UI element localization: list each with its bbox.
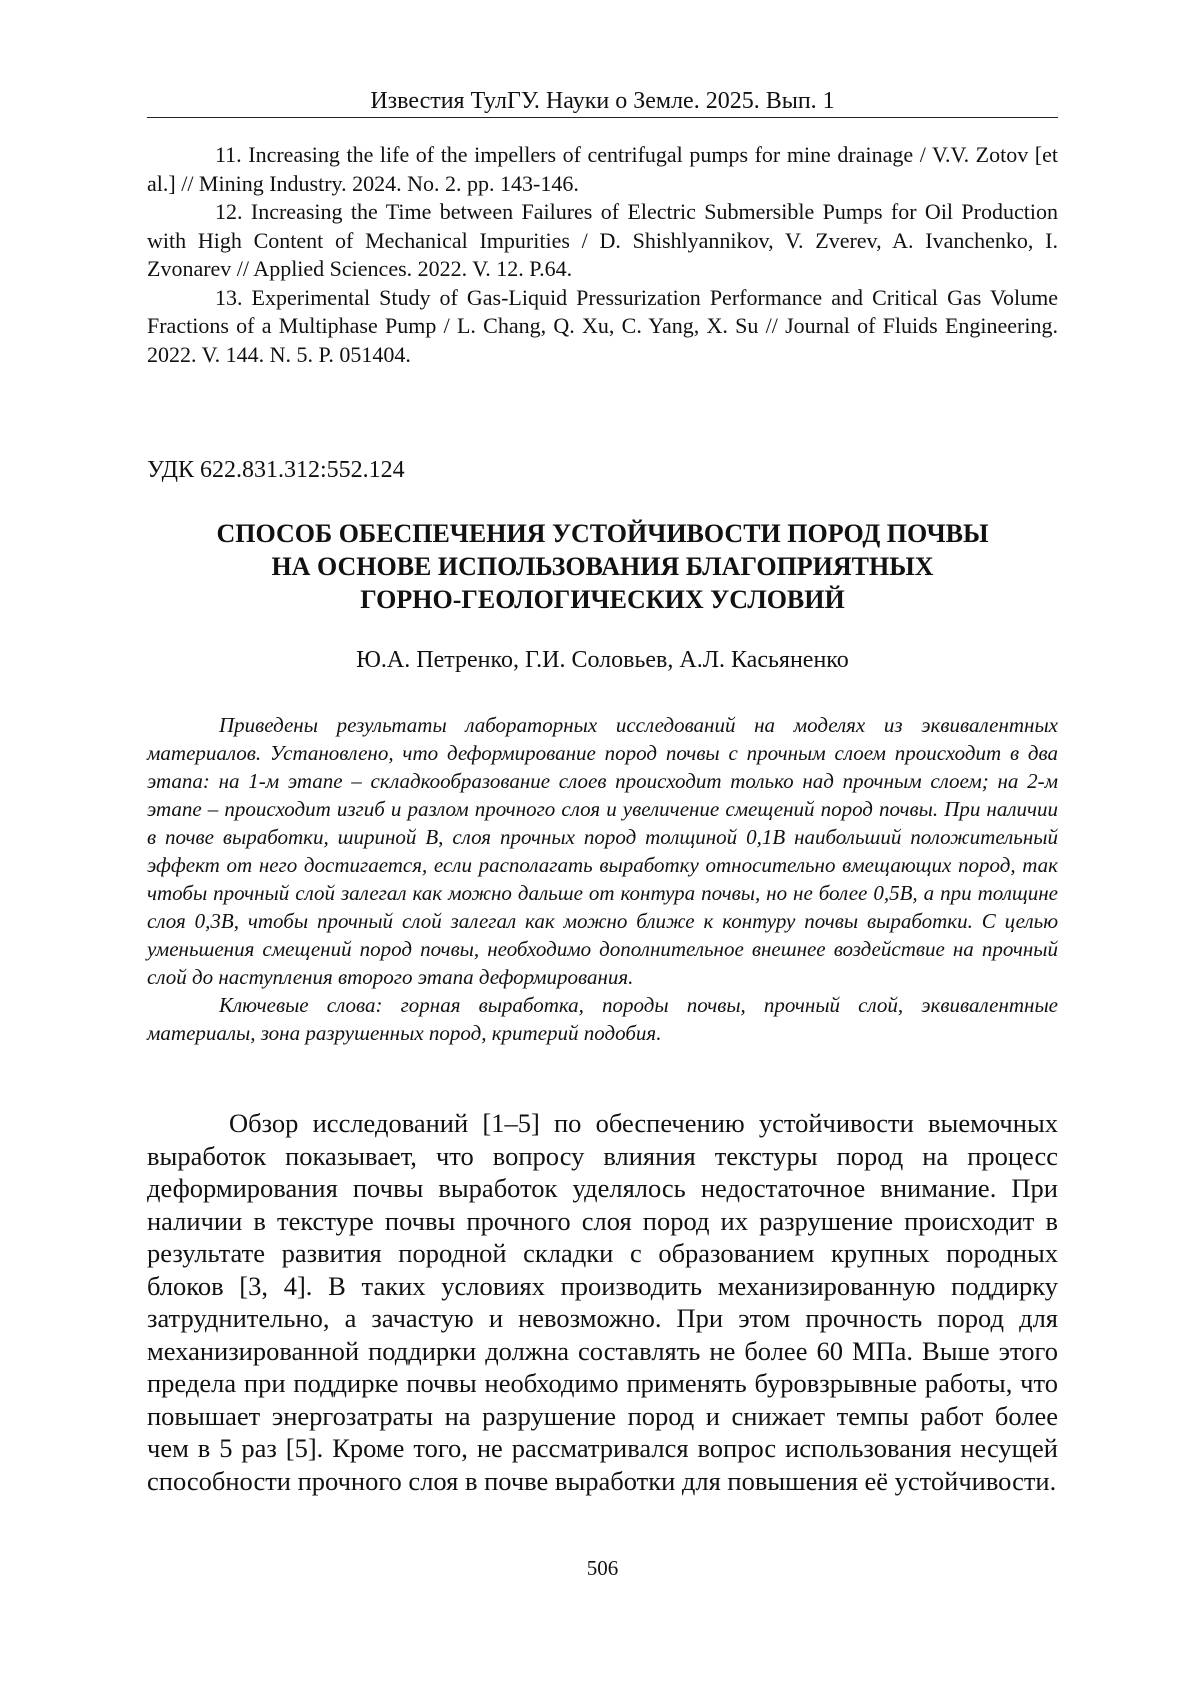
- abstract-text: Приведены результаты лабораторных исследований на моделях из эквивалентных материалов. Установлено, что деформирование пород почвы с прочным слоем происходит в два этапа: на 1-м этапе – складкообразование слоев происходит только над прочным слоем; на 2-м этапе – происходит изгиб и разлом прочного слоя и увеличение смещений пород почвы. При наличии в почве выработки, шириной B, слоя прочных пород толщиной 0,1B наибольший положительный эффект от него достигается, если располагать выработку относительно вмещающих пород, так чтобы прочный слой залегал как можно дальше от контура почвы, но не более 0,5B, а при толщине слоя 0,3B, чтобы прочный слой залегал как можно ближе к контуру почвы выработки. С целью уменьшения смещений пород почвы, необходимо дополнительное внешнее воздействие на прочный слой до наступления второго этапа деформирования.: [147, 713, 1058, 989]
- udk-code: УДК 622.831.312:552.124: [147, 457, 405, 483]
- page-number: 506: [586, 1556, 619, 1580]
- article-title: [147, 517, 1058, 616]
- article-title-line: ГОРНО-ГЕОЛОГИЧЕСКИХ УСЛОВИЙ: [360, 585, 845, 614]
- keywords-text: Ключевые слова: горная выработка, породы почвы, прочный слой, эквивалентные материалы, зона разрушенных пород, критерий подобия.: [147, 993, 1058, 1045]
- body-paragraph: Обзор исследований [1–5] по обеспечению устойчивости выемочных выработок показывает, что вопросу влияния текстуры пород на процесс деформирования почвы выработок уделялось недостаточное внимание. При наличии в текстуре почвы прочного слоя пород их разрушение происходит в результате развития породной складки с образованием крупных породных блоков [3, 4]. В таких условиях производить механизированную поддирку затруднительно, а зачастую и невозможно. При этом прочность пород для механизированной поддирки должна составлять не более 60 МПа. Выше этого предела при поддирке почвы необходимо применять буровзрывные работы, что повышает энергозатраты на разрушение пород и снижает темпы работ более чем в 5 раз [5]. Кроме того, не рассматривался вопрос использования несущей способности прочного слоя в почве выработки для повышения её устойчивости.: [147, 1108, 1058, 1496]
- reference-list: [147, 141, 1058, 369]
- abstract-block: [147, 711, 1058, 1047]
- reference-item-12: 12. Increasing the Time between Failures of Electric Submersible Pumps for Oil Production with High Content of Mechanical Impurities / D. Shishlyannikov, V. Zverev, A. Ivanchenko, I. Zvonarev // Applied Sciences. 2022. V. 12. P.64.: [147, 199, 1058, 281]
- reference-item-11: 11. Increasing the life of the impellers of centrifugal pumps for mine drainage / V.V. Zotov [et al.] // Mining Industry. 2024. No. 2. pp. 143-146.: [147, 142, 1058, 196]
- article-authors: Ю.А. Петренко, Г.И. Соловьев, А.Л. Касьяненко: [356, 647, 849, 673]
- article-title-line: НА ОСНОВЕ ИСПОЛЬЗОВАНИЯ БЛАГОПРИЯТНЫХ: [271, 552, 934, 581]
- reference-item-13: 13. Experimental Study of Gas-Liquid Pressurization Performance and Critical Gas Volume Fractions of a Multiphase Pump / L. Chang, Q. Xu, C. Yang, X. Su // Journal of Fluids Engineering. 2022. V. 144. N. 5. P. 051404.: [147, 284, 1058, 367]
- article-title-line: СПОСОБ ОБЕСПЕЧЕНИЯ УСТОЙЧИВОСТИ ПОРОД ПОЧВЫ: [216, 519, 989, 548]
- running-header: Известия ТулГУ. Науки о Земле. 2025. Вып. 1: [370, 88, 835, 114]
- main-text: [147, 1107, 1058, 1497]
- header-divider: [147, 117, 1058, 118]
